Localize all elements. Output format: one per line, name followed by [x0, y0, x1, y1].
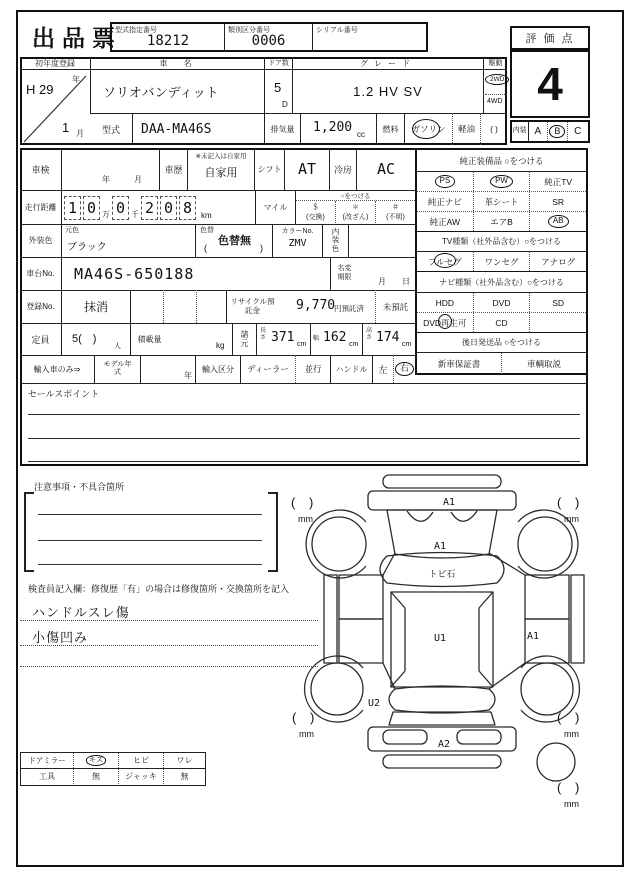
odometer-star-option: [335, 201, 375, 223]
door-mirror-label: ドアミラー: [28, 756, 66, 765]
tool-label: 工具: [39, 772, 55, 781]
rename-deadline-label: 名変期限: [337, 265, 352, 281]
color-no-label: カラーNo.: [281, 228, 314, 235]
navi-type-header: ナビ種類（社外品含む）○をつける: [417, 272, 586, 293]
recycle-deposit-cell: [278, 290, 375, 323]
tread-mm-front-left: mm: [298, 514, 313, 524]
mileage-km-unit: km: [201, 211, 212, 220]
class-category-label: 類別区分番号: [228, 27, 270, 34]
navi-sd-option: SD: [529, 293, 586, 312]
tv-fullseg-option: フルセグ: [428, 256, 462, 267]
model-year-cell: [140, 355, 195, 383]
hood-mark: A1: [433, 541, 447, 552]
rename-day-unit: 日: [402, 277, 410, 286]
odometer-star-sign: ＊: [352, 204, 359, 211]
drive-4wd-option: 4WD: [487, 98, 503, 105]
inspector-line-2: [20, 645, 318, 646]
front-bumper-strip: [383, 475, 501, 488]
equipment-ab-circled: AB: [548, 215, 569, 228]
rear-right-wheel: [521, 663, 573, 715]
equipment-airbag: エアB: [473, 212, 530, 231]
mileage-sen-unit: 千: [131, 210, 139, 219]
windshield-mark: トビ石: [428, 570, 456, 580]
rear-bumper-mark: A2: [437, 739, 451, 750]
rear-bumper-strip: [383, 755, 501, 768]
odometer-hash-option: [375, 201, 415, 223]
capacity-unit: 人: [114, 343, 121, 350]
width-cell: [310, 323, 362, 355]
history-value: 自家用: [204, 167, 238, 179]
inspector-line-3: [20, 666, 318, 667]
shaken-year-unit: 年: [102, 175, 110, 184]
equipment-tv: 純正TV: [529, 172, 586, 191]
length-label: 長さ: [259, 328, 266, 341]
trunk-panel: [389, 712, 495, 725]
original-color-cell: [62, 224, 195, 257]
interior-grade-row: [510, 120, 590, 143]
right-sill: [571, 575, 584, 663]
interior-color-label: 内装色: [331, 226, 340, 253]
front-bumper-mark: A1: [442, 497, 456, 508]
dimensions-label-cell: [232, 323, 256, 355]
width-value: 162: [323, 330, 347, 345]
score-label-box: 評 価 点: [510, 26, 590, 50]
height-unit: cm: [402, 341, 412, 348]
tread-mm-spare: mm: [564, 799, 579, 809]
equipment-aw: 純正AW: [429, 216, 461, 227]
tv-type-header: TV種類（社外品含む）○をつける: [417, 232, 586, 252]
color-no-value: ZMV: [288, 238, 307, 249]
class-category-value: 0006: [251, 33, 286, 49]
mileage-digit-2: 0: [83, 196, 100, 220]
recycle-deposit-label: リサイクル預託金: [230, 296, 275, 315]
interior-grade-b-circled: B: [549, 125, 565, 139]
displacement-value: 1,200: [313, 120, 353, 135]
tread-bracket-rear-right: ( ): [557, 710, 585, 725]
later-shipment-header: 後日発送品 ○をつける: [417, 333, 586, 353]
color-no-cell: [272, 224, 322, 257]
sales-point-label: セールスポイント: [28, 389, 100, 399]
doors-label: ドア数: [264, 57, 292, 70]
later-warranty-book: 新車保証書: [437, 358, 481, 369]
registration-no-value: 抹消: [83, 300, 108, 314]
handle-left-option: 左: [372, 355, 393, 383]
drive-cell: [483, 70, 507, 113]
displacement-unit: cc: [357, 130, 365, 139]
equipment-sunroof: SR: [529, 192, 586, 211]
tv-oneseg-option: ワンセグ: [473, 252, 530, 271]
jack-value: 無: [163, 769, 205, 784]
recycle-deposit-value: 9,770: [296, 298, 336, 313]
import-division-label: 輸入区分: [195, 355, 240, 383]
recolor-value: 色替無: [218, 235, 251, 247]
rear-bumper-inner-right: [457, 730, 501, 744]
caution-bracket-right: [268, 492, 278, 572]
recycle-unpaid-option: 未預託: [375, 290, 415, 323]
capacity-label: 定員: [20, 323, 62, 355]
defect-note-2: 小傷凹み: [32, 630, 89, 645]
load-capacity-label: 積載量: [130, 323, 168, 355]
car-name-value: ソリオバンディット: [90, 70, 264, 113]
model-year-label-cell: [95, 355, 140, 383]
shift-value: AT: [285, 148, 330, 190]
rear-glass: [389, 686, 495, 713]
recolor-cell: [195, 224, 272, 257]
fuel-diesel-option: 軽油: [452, 113, 480, 145]
plate-box-1: [130, 290, 163, 323]
odometer-hash-sign: ＃: [392, 204, 399, 211]
page-title: 出品票: [32, 25, 122, 51]
cooling-label: 冷房: [330, 148, 357, 190]
interior-grade-a: A: [534, 126, 542, 137]
capacity-cell: [62, 323, 130, 355]
caution-line-3: [38, 564, 262, 565]
navi-empty-cell: [529, 313, 586, 332]
handle-right-circled: 右: [395, 362, 414, 376]
history-note: ※未記入は自家用: [195, 153, 247, 160]
import-only-label: 輸入車のみ⇒: [20, 355, 95, 383]
shaken-month-unit: 月: [134, 175, 142, 184]
recycle-deposit-label-cell: [226, 290, 278, 323]
rename-month-unit: 月: [378, 277, 386, 286]
mileage-digit-3: 0: [112, 196, 129, 220]
handle-label: ハンドル: [330, 355, 372, 383]
grade-label: グレード: [292, 57, 483, 70]
left-sill: [324, 575, 337, 663]
height-value: 174: [376, 330, 400, 345]
odometer-flags-header: ○をつける: [296, 190, 415, 201]
height-cell: [362, 323, 415, 355]
first-reg-year-unit: 年: [72, 75, 80, 84]
equipment-ps-circled: PS: [435, 175, 456, 188]
first-reg-month: 1: [62, 120, 70, 135]
car-name-label: 車 名: [90, 57, 264, 70]
drive-2wd-option: 2WD: [485, 74, 509, 85]
interior-grade-b: [547, 122, 567, 141]
mirror-ware-option: ワレ: [163, 753, 205, 768]
model-code-label: 型式: [101, 124, 120, 135]
inspector-line-1: [20, 620, 318, 621]
mileage-digit-1: 1: [64, 196, 81, 220]
caution-line-1: [38, 514, 262, 515]
header-number-box: [110, 22, 428, 52]
chassis-no-value: MA46S-650188: [74, 264, 195, 283]
drive-divider: [485, 94, 507, 95]
inspector-label: 検査員記入欄：修復歴「有」の場合は修復箇所・交換箇所を記入: [28, 584, 290, 594]
odometer-dollar-sign: ＄: [312, 204, 319, 211]
mirror-hibi-option: ヒビ: [118, 753, 163, 768]
interior-grade-label: 内装: [512, 122, 529, 141]
right-side-mark: A1: [526, 631, 540, 642]
equipment-ps: [417, 172, 473, 191]
original-color-label: 元色: [65, 227, 79, 234]
import-parallel-option: 並行: [295, 355, 330, 383]
grade-value: 1.2 HV SV: [292, 70, 483, 113]
equipment-pw: [473, 172, 530, 191]
capacity-value: 5( ): [72, 333, 97, 345]
tread-mm-rear-right: mm: [564, 729, 579, 739]
odometer-star-sub: (改ざん): [342, 214, 369, 221]
registration-no-label: 登録No.: [20, 290, 62, 323]
odometer-dollar-option: [296, 201, 335, 223]
tool-value: 無: [73, 769, 118, 784]
left-rear-mark: U2: [367, 698, 381, 709]
tv-fullseg-circle-mark: [434, 253, 456, 268]
plate-box-2: [163, 290, 196, 323]
hood-arc-right: [451, 511, 477, 521]
mileage-digit-6: 8: [179, 196, 196, 220]
defect-note-1: ハンドルスレ傷: [32, 605, 130, 620]
recolor-label: 色替: [200, 227, 214, 234]
history-label: 車歴: [160, 148, 188, 190]
doors-value: 5: [274, 80, 282, 95]
displacement-cell: [300, 113, 376, 145]
navi-dvd-playable-option: DVD再生可: [423, 317, 467, 328]
recolor-paren-open: (: [204, 243, 207, 253]
recycle-deposit-paid-label: 円預託済: [334, 304, 364, 313]
odometer-flags: [295, 190, 415, 224]
rear-left-wheel: [311, 663, 363, 715]
model-year-label: モデル年式: [103, 360, 132, 376]
model-designation-cell: [112, 24, 224, 50]
front-left-fender: [306, 510, 366, 578]
hood-arc-left: [407, 511, 433, 521]
left-front-door: [339, 575, 383, 619]
odometer-mile-option: マイル: [255, 190, 295, 224]
tread-bracket-front-right: ( ): [557, 495, 585, 510]
rear-bumper-inner-left: [383, 730, 427, 744]
first-reg-year: H 29: [26, 82, 54, 97]
shaken-value-cell: [62, 148, 160, 190]
load-capacity-cell: [168, 323, 232, 355]
equipment-header: 純正装備品 ○をつける: [417, 150, 586, 172]
caution-line-2: [38, 540, 262, 541]
later-vehicle-manual: 車輌取説: [501, 353, 586, 374]
score-value: 4: [510, 50, 590, 118]
tread-bracket-spare: ( ): [557, 780, 585, 795]
load-capacity-unit: kg: [216, 341, 225, 350]
model-code-value: DAA-MA46S: [132, 113, 264, 145]
caution-bracket-left: [24, 492, 34, 572]
import-dealer-option: ディーラー: [240, 355, 295, 383]
tread-bracket-front-left: ( ): [291, 495, 319, 510]
handle-right-option: [393, 355, 415, 383]
first-reg-label: 初年度登録: [20, 57, 90, 70]
history-cell: [188, 148, 255, 190]
length-cell: [256, 323, 310, 355]
doors-unit: D: [282, 100, 288, 109]
sales-line-1: [28, 414, 580, 415]
front-left-wheel: [312, 517, 366, 571]
tread-mm-front-right: mm: [564, 514, 579, 524]
fuel-gasoline-option: ガソリン: [404, 113, 452, 145]
navi-dvd-option: DVD: [473, 293, 530, 312]
mileage-digits: [62, 190, 255, 224]
doors-cell: [264, 70, 292, 113]
class-category-cell: [224, 24, 312, 50]
roof-mark: U1: [433, 633, 447, 644]
recolor-paren-close: ): [260, 243, 263, 253]
right-front-door: [525, 575, 569, 619]
jack-label: ジャッキ: [118, 769, 163, 784]
interior-grade-c: C: [567, 122, 588, 141]
first-reg-cell: [20, 70, 90, 145]
dvd-playable-circle-mark: [438, 314, 452, 329]
equipment-leather-seat: 革シート: [473, 192, 530, 211]
length-unit: cm: [297, 341, 307, 348]
displacement-label: 排気量: [264, 113, 300, 145]
equipment-ab: [529, 212, 586, 231]
sales-top-border: [20, 383, 588, 384]
shift-label: シフト: [255, 148, 285, 190]
interior-color-label-cell: [322, 224, 348, 257]
mileage-label: 走行距離: [20, 190, 62, 224]
model-designation-label: 型式指定番号: [115, 27, 157, 34]
odometer-hash-sub: (不明): [386, 214, 405, 221]
fuel-label: 燃料: [376, 113, 404, 145]
equipment-navi: 純正ナビ: [427, 196, 462, 207]
model-year-unit: 年: [184, 371, 192, 380]
mirror-kizu-option: [73, 753, 118, 768]
mileage-digit-5: 0: [160, 196, 177, 220]
fuel-other-paren: ( ): [480, 113, 507, 145]
spare-tire: [537, 743, 575, 781]
navi-cd-option: CD: [473, 313, 530, 332]
dimensions-label: 諸元: [240, 329, 249, 348]
height-label: 高さ: [365, 328, 372, 341]
width-unit: cm: [349, 341, 359, 348]
first-reg-month-unit: 月: [76, 129, 84, 138]
odometer-dollar-sub: (交換): [306, 214, 325, 221]
tread-mm-rear-left: mm: [299, 729, 314, 739]
tv-analog-option: アナログ: [529, 252, 586, 271]
exterior-color-label: 外装色: [20, 224, 62, 257]
mileage-digit-4: 2: [141, 196, 158, 220]
equipment-pw-circled: PW: [490, 175, 513, 188]
chassis-no-label: 車台No.: [20, 257, 62, 290]
sales-line-3: [28, 461, 580, 462]
length-value: 371: [271, 330, 295, 345]
tread-bracket-rear-left: ( ): [292, 710, 320, 725]
front-right-wheel: [518, 517, 572, 571]
rename-deadline-cell: [330, 257, 358, 290]
cooling-value: AC: [376, 160, 396, 178]
mirror-kizu-circled: キズ: [86, 755, 107, 765]
sales-line-2: [28, 438, 580, 439]
width-label: 幅: [313, 336, 320, 342]
serial-label: シリアル番号: [316, 27, 358, 34]
fuel-gasoline-circle-mark: [412, 119, 440, 139]
original-color-value: ブラック: [67, 242, 107, 253]
mileage-man-unit: 万: [102, 210, 110, 219]
model-designation-value: 18212: [146, 33, 190, 49]
rename-date-cell: [358, 257, 415, 290]
interior-color-value-cell: [348, 224, 415, 257]
caution-label: 注意事項・不具合箇所: [34, 482, 125, 492]
drive-label: 駆動: [483, 57, 507, 70]
mirror-tool-table: [20, 752, 206, 786]
navi-hdd-option: HDD: [435, 297, 455, 308]
shaken-label: 車検: [20, 148, 62, 190]
serial-cell: [312, 24, 426, 50]
plate-box-3: [196, 290, 226, 323]
